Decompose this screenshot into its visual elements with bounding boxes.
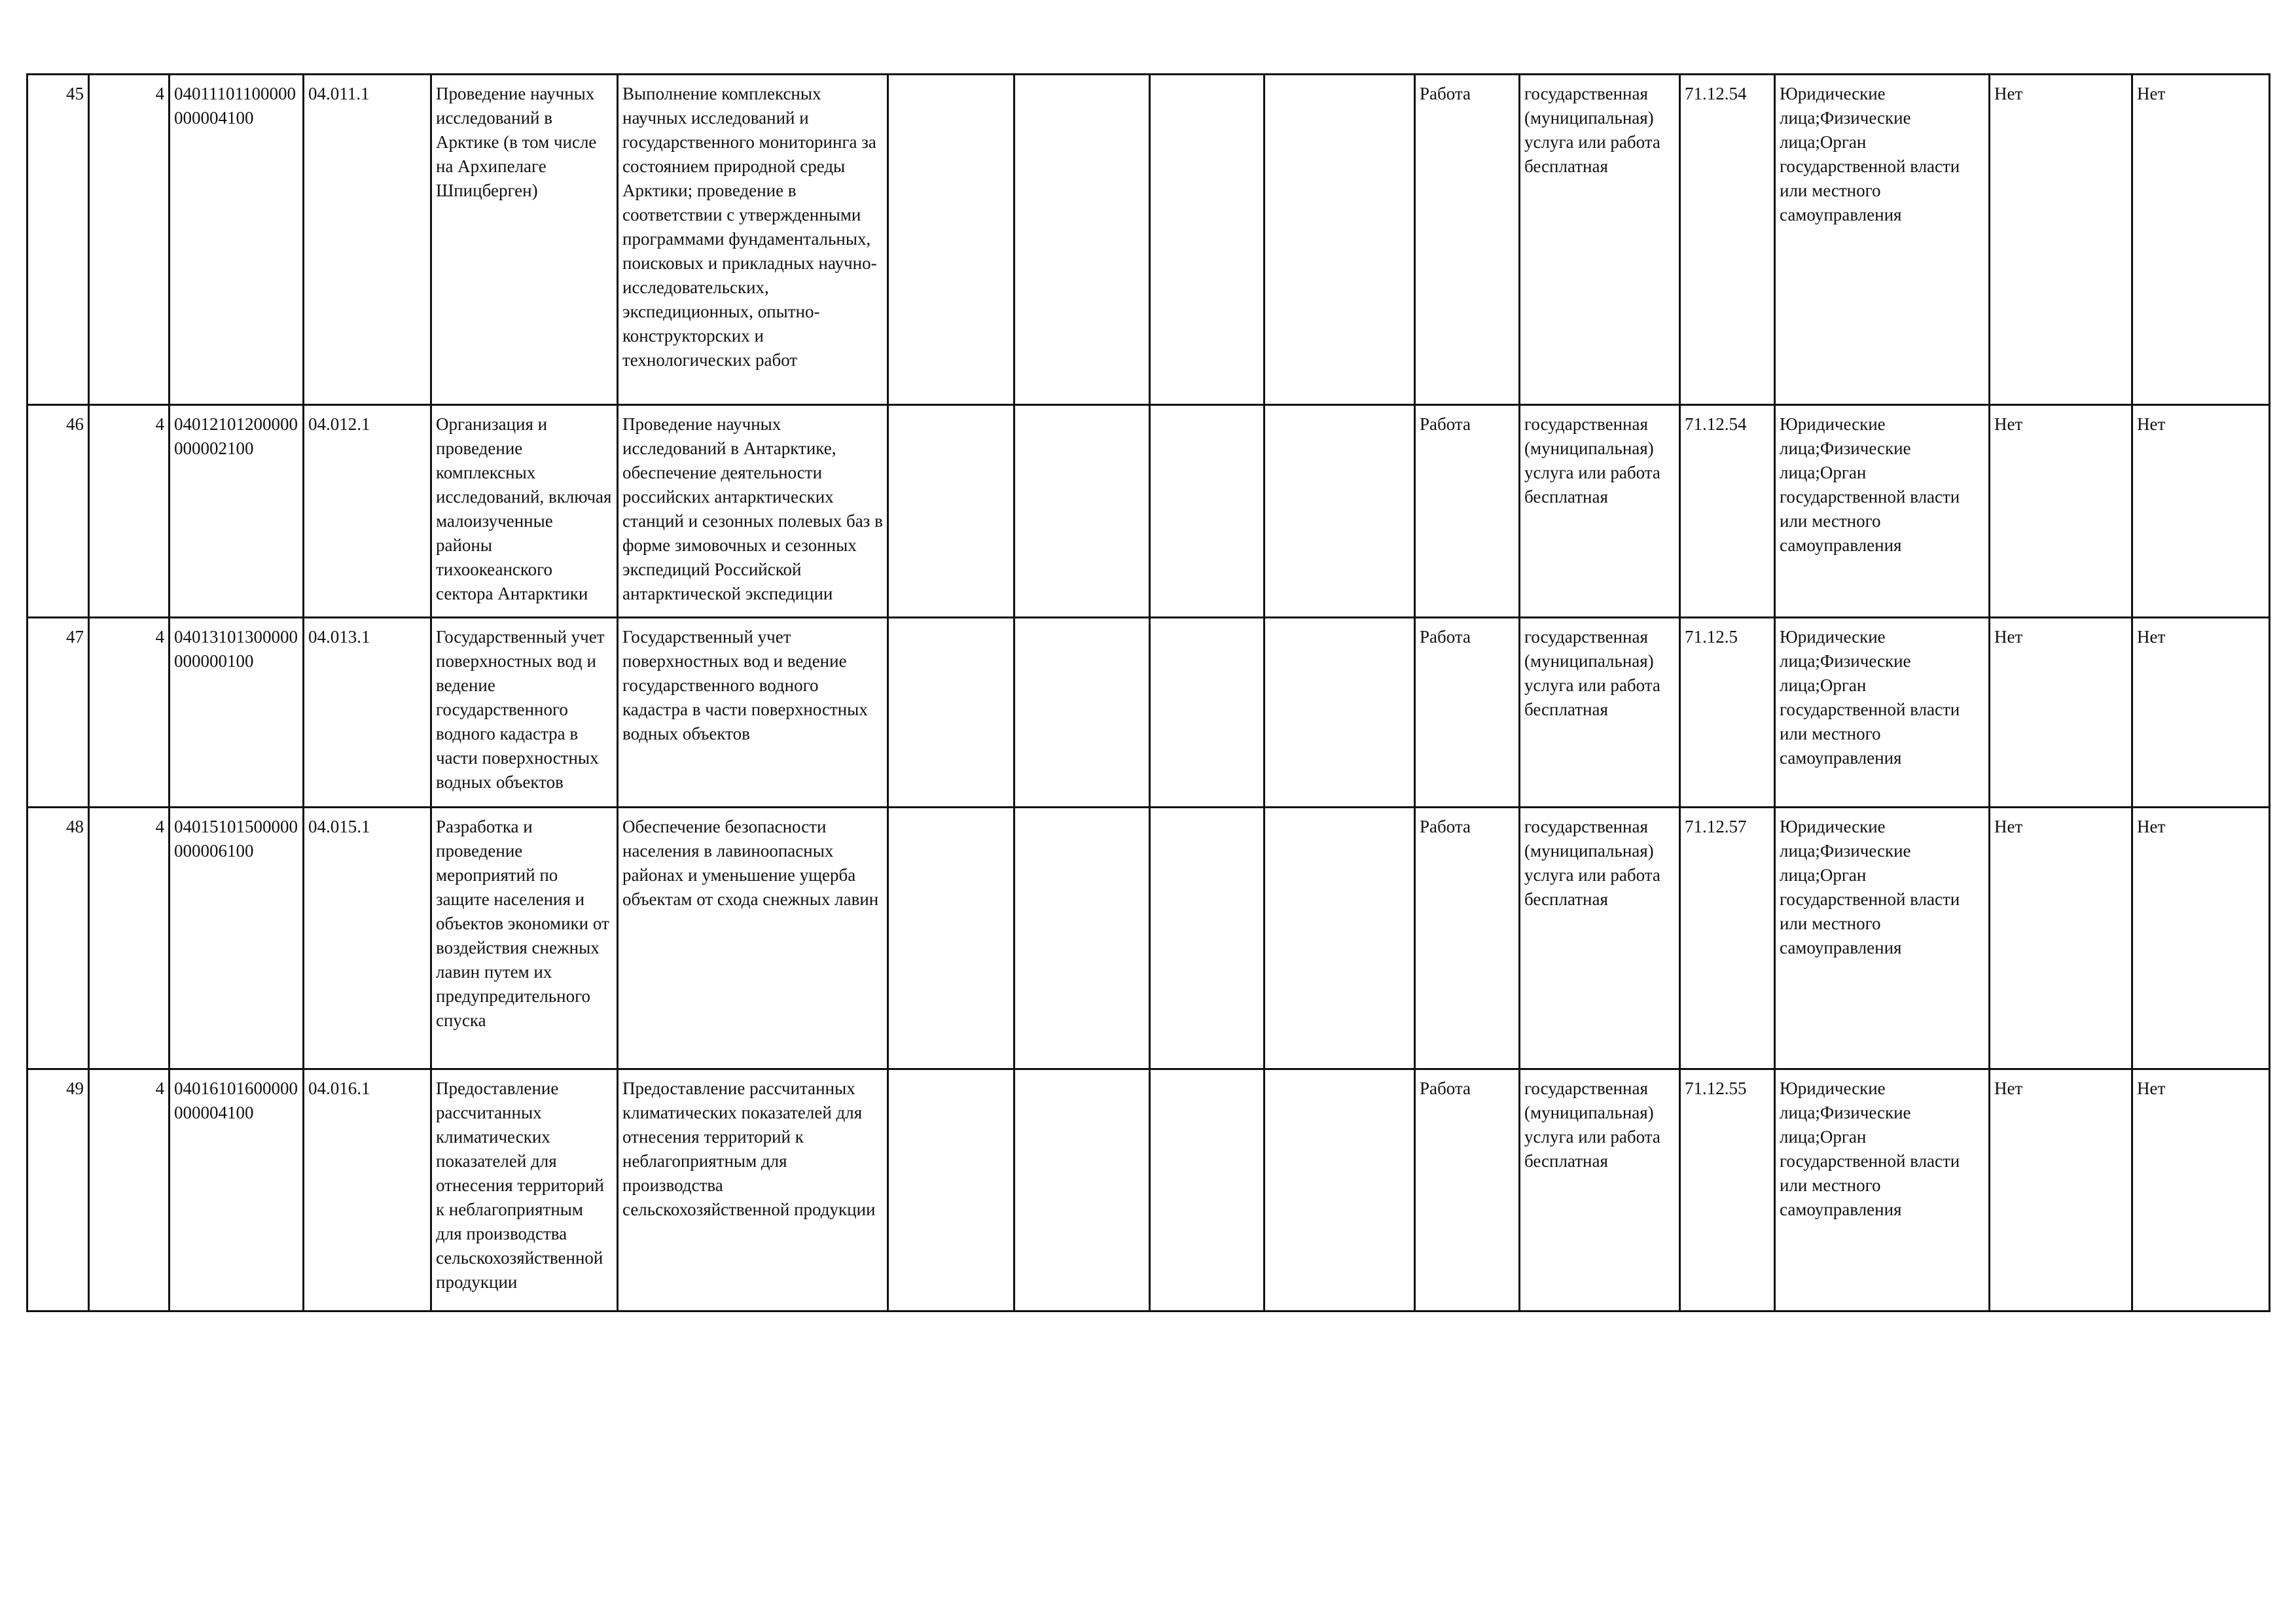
registry-code-cell: 04015101500000000006100 <box>170 808 304 1069</box>
okved-cell: 71.12.55 <box>1680 1069 1775 1311</box>
empty-cell <box>1014 1069 1150 1311</box>
row-number-cell: 49 <box>27 1069 89 1311</box>
empty-cell <box>1150 405 1265 618</box>
short-code-cell: 04.016.1 <box>304 1069 431 1311</box>
empty-cell <box>1150 1069 1265 1311</box>
flag-cell: Нет <box>1990 618 2132 808</box>
flag-cell: Нет <box>2132 618 2270 808</box>
service-content-cell: Выполнение комплексных научных исследований и государственного мониторинга за состоянием природной среды Арктики; проведение в соответствии с утвержденными программами фундаментальных, поисковых и прикладных научно-исследовательских, экспедиционных, опытно-конструкторских и технологических работ <box>618 75 888 405</box>
consumers-cell: Юридические лица;Физические лица;Орган государственной власти или местного самоуправления <box>1775 405 1990 618</box>
service-type-cell: Работа <box>1415 405 1520 618</box>
okved-cell: 71.12.54 <box>1680 75 1775 405</box>
registry-code-cell: 04011101100000000004100 <box>170 75 304 405</box>
level-cell: 4 <box>89 405 170 618</box>
okved-cell: 71.12.5 <box>1680 618 1775 808</box>
flag-cell: Нет <box>1990 808 2132 1069</box>
table-row <box>27 405 2270 618</box>
empty-cell <box>1014 75 1150 405</box>
table-row <box>27 618 2270 808</box>
empty-cell <box>888 405 1014 618</box>
level-cell: 4 <box>89 1069 170 1311</box>
empty-cell <box>888 618 1014 808</box>
service-content-cell: Проведение научных исследований в Антарктике, обеспечение деятельности российских антарктических станций и сезонных полевых баз в форме зимовочных и сезонных экспедиций Российской антарктической экспедиции <box>618 405 888 618</box>
empty-cell <box>888 808 1014 1069</box>
service-type-cell: Работа <box>1415 618 1520 808</box>
empty-cell <box>1265 618 1415 808</box>
empty-cell <box>1014 405 1150 618</box>
short-code-cell: 04.013.1 <box>304 618 431 808</box>
payment-cell: государственная (муниципальная) услуга или работа бесплатная <box>1520 405 1680 618</box>
flag-cell: Нет <box>2132 1069 2270 1311</box>
short-code-cell: 04.015.1 <box>304 808 431 1069</box>
service-content-cell: Предоставление рассчитанных климатических показателей для отнесения территорий к неблагоприятным для производства сельскохозяйственной продукции <box>618 1069 888 1311</box>
row-number-cell: 48 <box>27 808 89 1069</box>
level-cell: 4 <box>89 618 170 808</box>
service-name-cell: Предоставление рассчитанных климатических показателей для отнесения территорий к неблагоприятным для производства сельскохозяйственной продукции <box>431 1069 618 1311</box>
empty-cell <box>1014 808 1150 1069</box>
flag-cell: Нет <box>1990 405 2132 618</box>
short-code-cell: 04.012.1 <box>304 405 431 618</box>
service-type-cell: Работа <box>1415 808 1520 1069</box>
service-type-cell: Работа <box>1415 75 1520 405</box>
okved-cell: 71.12.54 <box>1680 405 1775 618</box>
table-row <box>27 808 2270 1069</box>
short-code-cell: 04.011.1 <box>304 75 431 405</box>
service-content-cell: Государственный учет поверхностных вод и ведение государственного водного кадастра в части поверхностных водных объектов <box>618 618 888 808</box>
empty-cell <box>1265 75 1415 405</box>
service-name-cell: Организация и проведение комплексных исследований, включая малоизученные районы тихоокеанского сектора Антарктики <box>431 405 618 618</box>
registry-code-cell: 04016101600000000004100 <box>170 1069 304 1311</box>
empty-cell <box>1265 1069 1415 1311</box>
payment-cell: государственная (муниципальная) услуга или работа бесплатная <box>1520 618 1680 808</box>
table-row <box>27 75 2270 405</box>
empty-cell <box>888 75 1014 405</box>
level-cell: 4 <box>89 808 170 1069</box>
table-row <box>27 1069 2270 1311</box>
level-cell: 4 <box>89 75 170 405</box>
empty-cell <box>888 1069 1014 1311</box>
empty-cell <box>1014 618 1150 808</box>
registry-table <box>26 73 2270 1312</box>
table-body <box>27 75 2270 1311</box>
service-content-cell: Обеспечение безопасности населения в лавиноопасных районах и уменьшение ущерба объектам от схода снежных лавин <box>618 808 888 1069</box>
consumers-cell: Юридические лица;Физические лица;Орган государственной власти или местного самоуправления <box>1775 618 1990 808</box>
service-name-cell: Государственный учет поверхностных вод и ведение государственного водного кадастра в части поверхностных водных объектов <box>431 618 618 808</box>
row-number-cell: 45 <box>27 75 89 405</box>
service-name-cell: Разработка и проведение мероприятий по защите населения и объектов экономики от воздействия снежных лавин путем их предупредительного спуска <box>431 808 618 1069</box>
flag-cell: Нет <box>2132 808 2270 1069</box>
registry-code-cell: 04013101300000000000100 <box>170 618 304 808</box>
consumers-cell: Юридические лица;Физические лица;Орган государственной власти или местного самоуправления <box>1775 808 1990 1069</box>
empty-cell <box>1150 75 1265 405</box>
payment-cell: государственная (муниципальная) услуга или работа бесплатная <box>1520 808 1680 1069</box>
payment-cell: государственная (муниципальная) услуга или работа бесплатная <box>1520 75 1680 405</box>
payment-cell: государственная (муниципальная) услуга или работа бесплатная <box>1520 1069 1680 1311</box>
consumers-cell: Юридические лица;Физические лица;Орган государственной власти или местного самоуправления <box>1775 75 1990 405</box>
flag-cell: Нет <box>2132 75 2270 405</box>
service-name-cell: Проведение научных исследований в Арктике (в том числе на Архипелаге Шпицберген) <box>431 75 618 405</box>
consumers-cell: Юридические лица;Физические лица;Орган государственной власти или местного самоуправления <box>1775 1069 1990 1311</box>
flag-cell: Нет <box>1990 1069 2132 1311</box>
service-type-cell: Работа <box>1415 1069 1520 1311</box>
flag-cell: Нет <box>1990 75 2132 405</box>
empty-cell <box>1150 618 1265 808</box>
okved-cell: 71.12.57 <box>1680 808 1775 1069</box>
row-number-cell: 46 <box>27 405 89 618</box>
flag-cell: Нет <box>2132 405 2270 618</box>
empty-cell <box>1150 808 1265 1069</box>
empty-cell <box>1265 405 1415 618</box>
registry-code-cell: 04012101200000000002100 <box>170 405 304 618</box>
empty-cell <box>1265 808 1415 1069</box>
row-number-cell: 47 <box>27 618 89 808</box>
